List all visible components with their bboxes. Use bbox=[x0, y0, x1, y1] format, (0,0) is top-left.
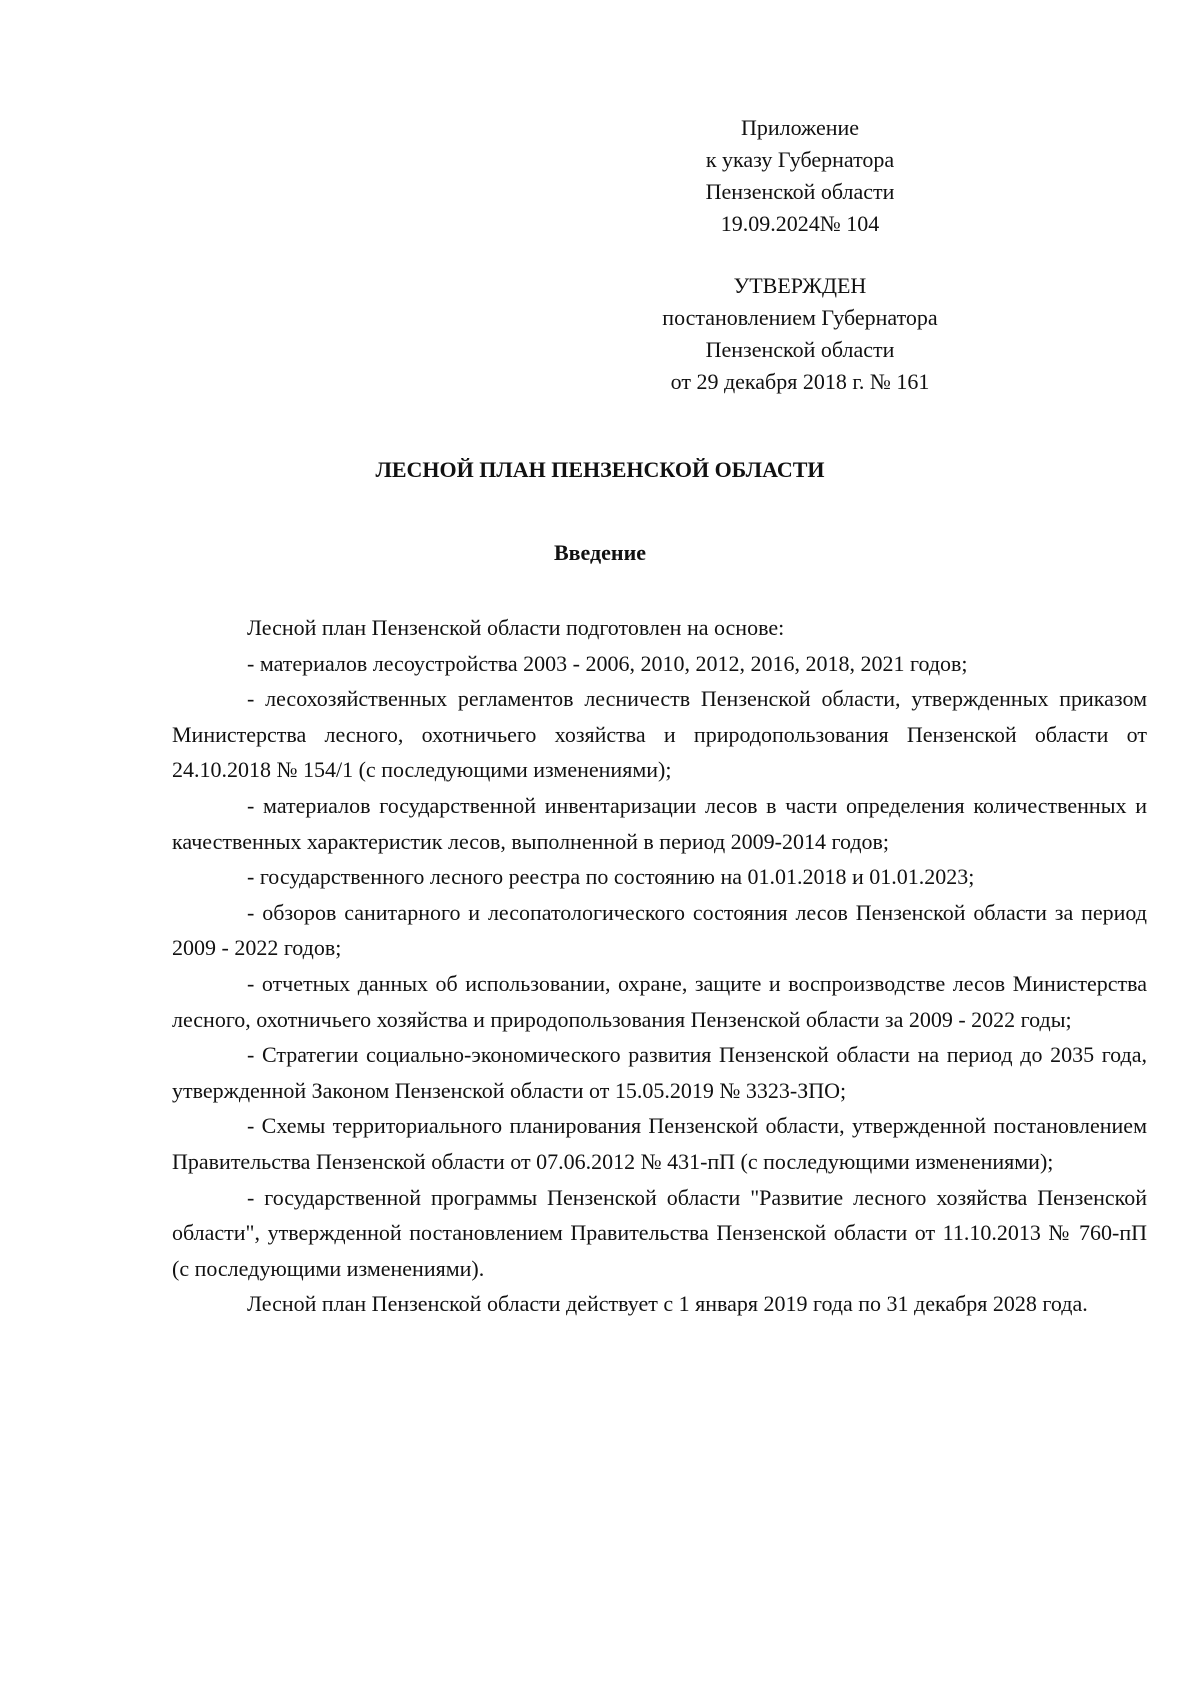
source-item: - материалов государственной инвентаризации лесов в части определения количественных и качественных характеристик лесов, выполненной в период 2009-2014 годов; bbox=[172, 792, 1147, 854]
approval-heading: УТВЕРЖДЕН bbox=[733, 273, 867, 298]
appendix-block bbox=[635, 112, 965, 240]
intro-lead: Лесной план Пензенской области подготовлен на основе: bbox=[247, 615, 785, 640]
approval-line: Пензенской области bbox=[705, 337, 895, 362]
source-item: - лесохозяйственных регламентов лесничеств Пензенской области, утвержденных приказом Министерства лесного, охотничьего хозяйства и природопользования Пензенской области от 24.10.2018 № 154/1 (с последующими изменениями); bbox=[172, 686, 1147, 783]
source-item: - Схемы территориального планирования Пензенской области, утвержденной постановлением Правительства Пензенской области от 07.06.2012 № 431-пП (с последующими изменениями); bbox=[172, 1113, 1147, 1174]
appendix-line: Приложение bbox=[740, 115, 860, 140]
appendix-date-number: 19.09.2024№ 104 bbox=[720, 211, 880, 236]
closing-paragraph: Лесной план Пензенской области действует с 1 января 2019 года по 31 декабря 2028 года. bbox=[247, 1291, 1088, 1317]
body-text bbox=[172, 610, 1147, 1322]
approval-date-number: от 29 декабря 2018 г. № 161 bbox=[670, 369, 930, 394]
approval-block bbox=[635, 270, 965, 398]
section-title: Введение bbox=[553, 540, 647, 565]
source-item: - государственного лесного реестра по состоянию на 01.01.2018 и 01.01.2023; bbox=[247, 864, 975, 890]
source-item: - отчетных данных об использовании, охране, защите и воспроизводстве лесов Министерства лесного, охотничьего хозяйства и природопользования Пензенской области за 2009 - 2022 годы; bbox=[172, 970, 1147, 1032]
source-item: - материалов лесоустройства 2003 - 2006, 2010, 2012, 2016, 2018, 2021 годов; bbox=[247, 650, 968, 676]
source-item: - Стратегии социально-экономического развития Пензенской области на период до 2035 года, утвержденной Законом Пензенской области от 15.05.2019 № 3323-ЗПО; bbox=[172, 1042, 1147, 1103]
appendix-line: Пензенской области bbox=[705, 179, 895, 204]
approval-line: постановлением Губернатора bbox=[662, 305, 938, 330]
appendix-line: к указу Губернатора bbox=[705, 147, 895, 172]
source-item: - обзоров санитарного и лесопатологического состояния лесов Пензенской области за период 2009 - 2022 годов; bbox=[172, 899, 1147, 961]
document-title: ЛЕСНОЙ ПЛАН ПЕНЗЕНСКОЙ ОБЛАСТИ bbox=[375, 457, 825, 482]
source-item: - государственной программы Пензенской области "Развитие лесного хозяйства Пензенской области", утвержденной постановлением Правительства Пензенской области от 11.10.2013 № 760-пП (с последующими изменениями). bbox=[172, 1184, 1147, 1281]
